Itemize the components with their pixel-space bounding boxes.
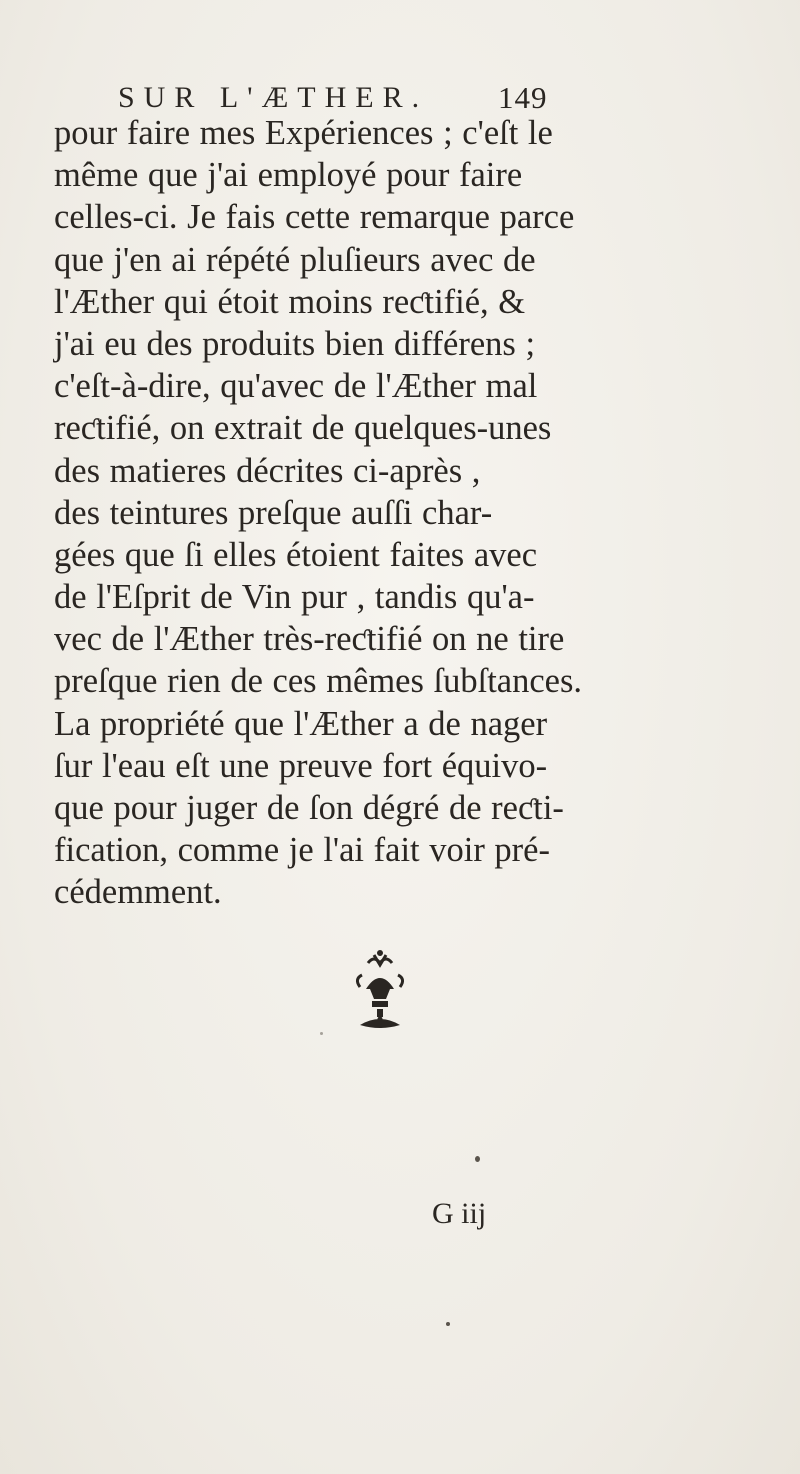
ink-speck <box>446 1322 450 1326</box>
text-line: que pour juger de ſon dégré de reƈti- <box>54 789 564 827</box>
text-line: La propriété que l'Æther a de nager <box>54 704 548 743</box>
ink-speck <box>475 1156 480 1162</box>
fleuron-ornament-icon <box>330 945 430 1055</box>
text-line: que j'en ai répété pluſieurs avec de <box>54 240 536 279</box>
text-line: reƈtifié, on extrait de quelques-unes <box>54 409 552 448</box>
text-line: c'eſt-à-dire, qu'avec de l'Æther mal <box>54 367 538 406</box>
ink-speck <box>320 1032 323 1035</box>
signature-mark: G iij <box>432 1197 487 1230</box>
text-line: des teintures preſque auſſi char- <box>54 493 493 532</box>
text-line: de l'Eſprit de Vin pur , tandis qu'a- <box>54 578 535 617</box>
text-line: gées que ſi elles étoient faites avec <box>54 535 538 574</box>
text-line: celles-ci. Je fais cette remarque parce <box>54 198 575 237</box>
text-line: pour faire mes Expériences ; c'eſt le <box>54 114 553 152</box>
text-line: fication, comme je l'ai fait voir pré- <box>54 831 550 870</box>
page-number: 149 <box>498 80 548 115</box>
text-line: l'Æther qui étoit moins reƈtifié, & <box>54 282 526 321</box>
text-line: cédemment. <box>54 873 222 912</box>
text-line: preſque rien de ces mêmes ſubſtances. <box>54 662 583 701</box>
text-line: j'ai eu des produits bien différens ; <box>54 324 536 363</box>
body-text <box>54 112 774 914</box>
text-line: ſur l'eau eſt une preuve fort équivo- <box>54 746 548 785</box>
text-line: vec de l'Æther très-reƈtifié on ne tire <box>54 620 565 659</box>
text-line: même que j'ai employé pour faire <box>54 156 523 195</box>
running-title: SUR L'ÆTHER. <box>118 81 429 114</box>
text-line: des matieres décrites ci-après , <box>54 451 481 490</box>
